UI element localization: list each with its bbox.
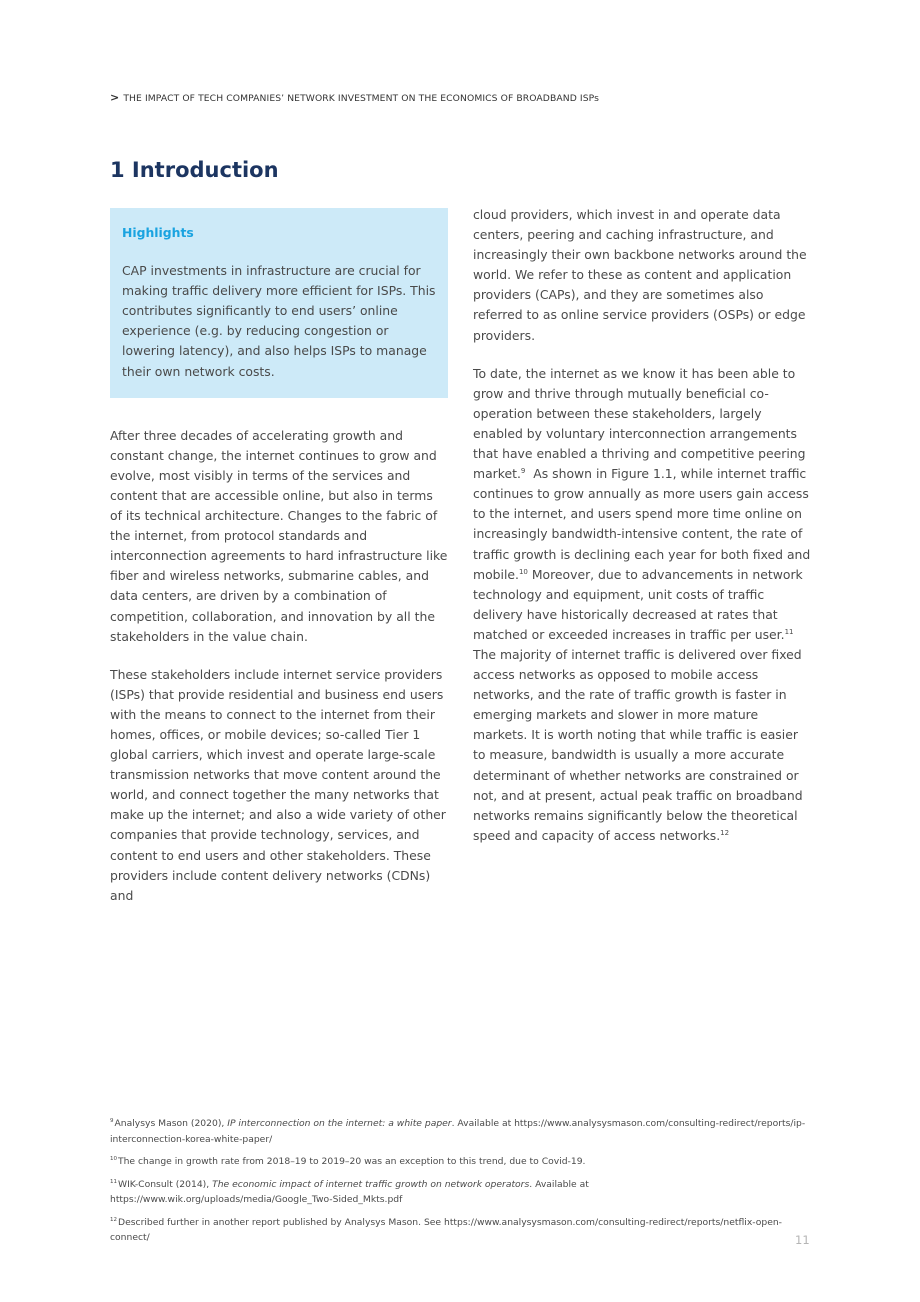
highlights-title: Highlights xyxy=(122,225,194,240)
footnote xyxy=(110,1116,810,1147)
body-paragraph: cloud providers, which invest in and operate data centers, peering and caching infrastructure, and increasingly their own backbone networks around the world. We refer to these as content and application providers (CAPs), and they are sometimes also referred to as online service providers (OSPs) or edge providers. xyxy=(473,207,807,343)
footnote-title: IP interconnection on the internet: a white paper xyxy=(227,1118,452,1129)
running-header xyxy=(110,91,599,104)
right-column xyxy=(473,205,815,864)
footnote-text: The change in growth rate from 2018–19 to 2019–20 was an exception to this trend, due to Covid-19. xyxy=(118,1156,586,1167)
footnote-number: 11 xyxy=(110,1178,117,1185)
footnote-title: The economic impact of internet traffic growth on network operators xyxy=(212,1178,530,1190)
footnote-text: . Available at https://www.wik.org/uploads/media/Google_Two-Sided_Mkts.pdf xyxy=(110,1178,589,1205)
chevron-right-icon: > xyxy=(110,91,120,104)
footnotes xyxy=(110,1116,810,1253)
footnote-ref: 12 xyxy=(720,828,730,837)
footnote-ref: 9 xyxy=(520,467,526,476)
footnote xyxy=(110,1177,810,1208)
paragraph-text: Moreover, due to advancements in network technology and equipment, unit costs of traffic delivery have historically decreased at rates that matched or exceeded increases in traffic per user. xyxy=(473,566,803,642)
body-paragraph: After three decades of accelerating growth and constant change, the internet continues to grow and evolve, most visibly in terms of the services and content that are accessible online, but also in terms of its technical architecture. Changes to the fabric of the internet, from protocol standards and interconnection agreements to hard infrastructure like fiber and wireless networks, submarine cables, and data centers, are driven by a combination of competition, collaboration, and innovation by all the stakeholders in the value chain. xyxy=(110,427,448,644)
footnote-number: 9 xyxy=(110,1118,114,1124)
highlights-box xyxy=(110,208,448,398)
paragraph-text: The majority of internet traffic is delivered over fixed access networks as opposed to mobile access networks, and the rate of traffic growth is faster in emerging markets and slower in more mature markets. It is worth noting that while traffic is easier to measure, bandwidth is usually a more accurate determinant of whether networks are constrained or not, and at present, actual peak traffic on broadband networks remains significantly below the theoretical speed and capacity of access networks. xyxy=(473,646,803,843)
running-header-text: THE IMPACT OF TECH COMPANIES’ NETWORK INVESTMENT ON THE ECONOMICS OF BROADBAND ISPs xyxy=(123,93,600,104)
footnote-text: WIK-Consult (2014), xyxy=(118,1178,213,1190)
footnote-number: 10 xyxy=(110,1156,117,1162)
footnote-ref: 10 xyxy=(518,567,528,576)
body-paragraph: These stakeholders include internet service providers (ISPs) that provide residential and business end users with the means to connect to the internet from their homes, offices, or mobile devices; so-called Tier 1 global carriers, which invest and operate large-scale transmission networks that move content around the world, and connect together the many networks that make up the internet; and also a wide variety of other companies that provide technology, services, and content to end users and other stakeholders. These providers include content delivery networks (CDNs) and xyxy=(110,666,446,903)
footnote xyxy=(110,1154,810,1170)
footnote xyxy=(110,1215,810,1246)
footnote-ref: 11 xyxy=(784,627,794,636)
paragraph-text: To date, the internet as we know it has been able to grow and thrive through mutually beneficial co-operation between these stakeholders, largely enabled by voluntary interconnection arrangements that have enabled a thriving and competitive peering market. xyxy=(473,365,806,482)
left-column xyxy=(110,205,448,924)
paragraph-text: As shown in Figure 1.1, while internet traffic continues to grow annually as more users gain access to the internet, and users spend more time online on increasingly bandwidth-intensive content, the rate of traffic growth is declining each year for both fixed and mobile. xyxy=(473,466,815,582)
body-paragraph xyxy=(473,364,815,846)
footnote-text: . Available at https://www.analysysmason.com/consulting-redirect/reports/ip-interconnection-korea-white-paper/ xyxy=(110,1118,806,1145)
footnote-text: Described further in another report published by Analysys Mason. See https://www.analysysmason.com/consulting-redirect/reports/netflix-open-connect/ xyxy=(110,1216,782,1243)
section-title: 1 Introduction xyxy=(110,158,279,182)
highlights-text: CAP investments in infrastructure are crucial for making traffic delivery more efficient for ISPs. This contributes significantly to end users’ online experience (e.g. by reducing congestion or lowering latency), and also helps ISPs to manage their own network costs. xyxy=(122,263,436,379)
page-number: 11 xyxy=(795,1233,810,1247)
footnote-number: 12 xyxy=(110,1216,117,1223)
footnote-text: Analysys Mason (2020), xyxy=(114,1118,228,1129)
